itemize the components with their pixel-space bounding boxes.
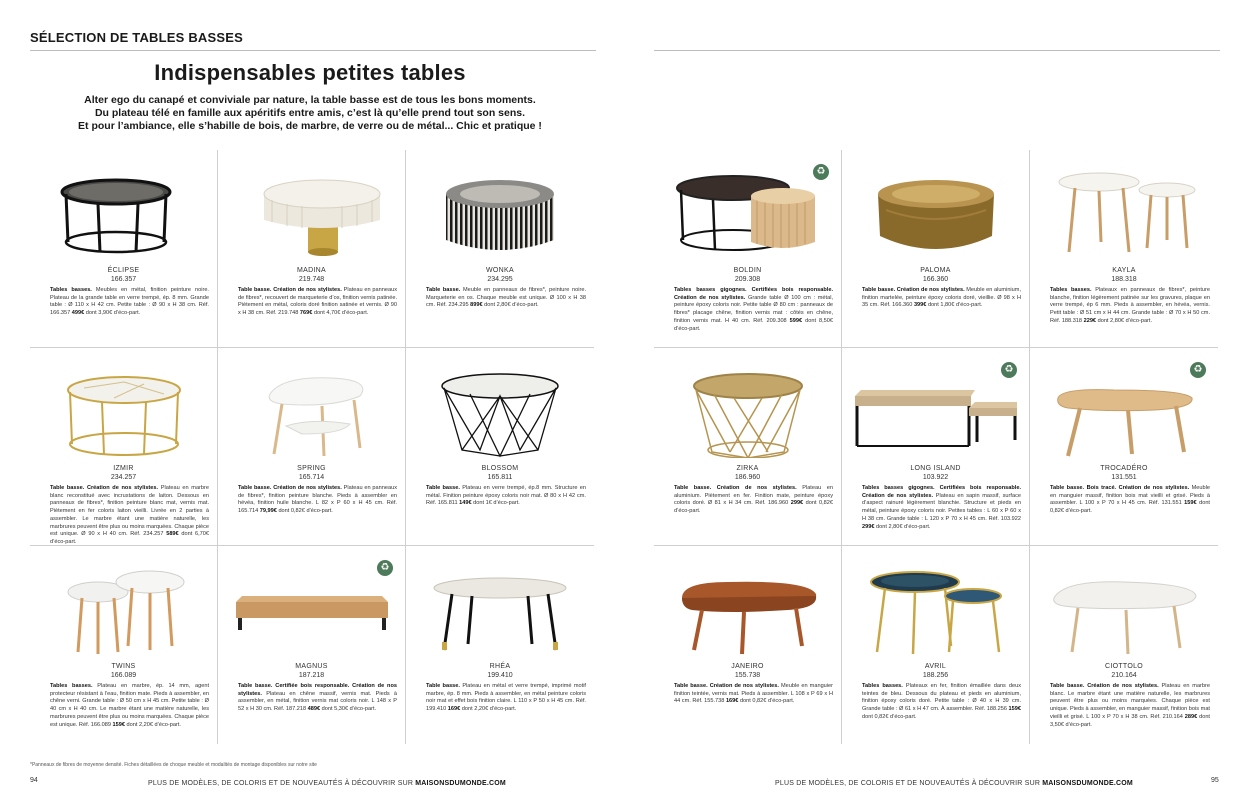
marble-pebble-table-icon	[1030, 566, 1218, 656]
product-lead: Table basse.	[426, 287, 461, 293]
product-description	[1050, 287, 1210, 326]
product-details: Plateau en aluminium. Piètement en fer. Finition mate, peinture époxy coloris doré. Ø 81 x H 34 cm. Réf. 186.960	[674, 485, 834, 507]
product-price: 489€	[307, 706, 321, 713]
eco-part: dont 3,50€ d’éco-part.	[1050, 713, 1210, 728]
product-description	[862, 683, 1021, 722]
product-price: 399€	[913, 302, 927, 309]
product-card[interactable]	[654, 348, 842, 546]
oak-bench-table-icon	[218, 566, 405, 656]
oval-marble-table-icon	[406, 566, 594, 656]
website-link[interactable]: MAISONSDUMONDE.COM	[1042, 780, 1133, 787]
product-description	[50, 287, 209, 318]
promo-line-right	[775, 780, 1133, 787]
page-headline: Indispensables petites tables	[154, 60, 466, 85]
product-ref: 209.308	[734, 276, 761, 283]
product-description	[50, 485, 209, 547]
eco-leaf-icon: ♻	[1190, 362, 1206, 378]
product-lead: Tables basses.	[1050, 287, 1092, 293]
intro-line: Et pour l’ambiance, elle s’habille de bois, de marbre, de verre ou de métal... Chic et pratique !	[78, 120, 542, 132]
product-ref: 186.960	[734, 474, 761, 481]
product-image[interactable]	[654, 566, 841, 658]
intro-text	[60, 94, 560, 133]
product-name: AVRIL	[924, 663, 947, 670]
eco-part: dont 1€ d’éco-part.	[471, 500, 520, 507]
product-image[interactable]	[654, 170, 841, 262]
product-details: Plateaux en fer, finition émaillée dans deux teintes de bleu. Dessous du plateau et pieds en aluminium, finition époxy coloris doré. Petite table : Ø 40 x H 39 cm. Grande table : Ø 61 x H 47 cm. À assembler. Réf. 188.256	[862, 683, 1022, 713]
product-price: 159€	[112, 721, 125, 728]
eco-part: dont 3,90€ d’éco-part.	[84, 310, 141, 317]
product-details: Grande table Ø 100 cm : métal, peinture époxy coloris noir. Petite table Ø 80 cm : panneaux de fibres* placage chêne, finition vernis mat : côtés en chêne, finition vernis mat. H 40 cm. Réf. 209.308	[674, 294, 833, 324]
product-name: LONG ISLAND	[910, 465, 961, 472]
product-description	[426, 287, 586, 310]
product-name: ÉCLIPSE	[107, 267, 140, 274]
product-name: RHÉA	[489, 663, 511, 670]
product-description	[1050, 485, 1210, 516]
product-ref: 166.360	[922, 276, 949, 283]
product-description	[862, 485, 1021, 531]
eco-part: dont 2,20€ d’éco-part.	[460, 706, 517, 713]
eco-part: dont 5,30€ d’éco-part.	[320, 706, 377, 713]
product-description	[674, 683, 833, 706]
product-details: Meuble en aluminium, finition martelée, peinture époxy coloris doré, vieillie. Ø 98 x H 35 cm. Réf. 166.360	[862, 287, 1022, 309]
product-details: Meuble en manguier massif, finition bois mat vieilli et grisé. Pieds à assembler. L 100 x P 70 x H 45 cm. Réf. 131.551	[1050, 485, 1210, 507]
product-details: Plateau en marbre blanc reconstitué avec incrustations de laiton. Dessous en panneaux de fibres*, finition peinture blanc mat, vernis mat. Piètement en fer coloris laiton vieilli. Livrée en 2 parties à assembler. Le marbre étant une matière naturelle, les marbrures peuvent être plus ou moins marquées. Chaque pièce est unique. Ø 90 x H 40 cm. Réf. 234.257	[50, 485, 210, 538]
product-ref: 155.738	[734, 672, 761, 679]
product-price: 589€	[166, 531, 179, 538]
product-lead: Tables basses.	[862, 683, 903, 689]
product-lead: Tables basses gigognes. Certifiées bois responsable. Création de nos stylistes.	[674, 287, 833, 301]
product-card[interactable]	[218, 348, 406, 546]
product-lead: Table basse. Création de nos stylistes.	[674, 485, 797, 491]
product-description	[238, 485, 397, 516]
gold-hammered-drum-icon	[842, 170, 1029, 260]
product-ref: 165.714	[298, 474, 325, 481]
product-description	[674, 485, 833, 516]
product-ref: 166.357	[110, 276, 137, 283]
eco-part: dont 0,82€ d’éco-part.	[738, 698, 795, 705]
eco-part: dont 2,20€ d’éco-part.	[124, 721, 181, 728]
product-image[interactable]	[406, 566, 594, 658]
product-ref: 165.811	[487, 474, 513, 481]
product-description	[862, 287, 1021, 310]
product-name: MAGNUS	[295, 663, 328, 670]
top-rule-left	[30, 50, 596, 51]
promo-line-left	[148, 780, 506, 787]
product-details: Plateau en verre trempé, ép.8 mm. Structure en métal. Finition peinture époxy coloris noir mat. Ø 80 x H 42 cm. Réf. 165.811	[426, 485, 586, 507]
eco-part: dont 0,82€ d’éco-part.	[1050, 500, 1210, 515]
promo-text: PLUS DE MODÈLES, DE COLORIS ET DE NOUVEAUTÉS À DÉCOUVRIR SUR	[775, 780, 1043, 787]
product-details: Plateau en métal et verre trempé, imprimé motif marbre, ép. 8 mm. Pieds à assembler, en métal peinture coloris noir mat et effet bois finition claire. L 110 x P 50 x H 45 cm. Réf. 199.410	[426, 683, 586, 713]
product-image[interactable]	[654, 368, 841, 460]
product-name: WONKA	[486, 267, 514, 274]
product-price: 229€	[1083, 317, 1097, 324]
product-price: 599€	[789, 317, 803, 324]
mango-wood-table-icon	[1030, 368, 1218, 458]
wire-octagon-table-icon	[406, 368, 594, 458]
eco-part: dont 6,70€ d’éco-part.	[50, 531, 209, 545]
product-price: 169€	[447, 706, 461, 713]
product-details: Meuble en manguier finition teintée, vernis mat. Pieds à assembler. L 108 x P 69 x H 44 cm. Réf. 155.738	[674, 683, 834, 705]
nesting-wood-black-tables-icon	[842, 368, 1029, 458]
walnut-oval-table-icon	[654, 566, 841, 656]
product-card[interactable]	[218, 150, 406, 348]
product-lead: Tables basses.	[50, 287, 92, 293]
product-card[interactable]	[406, 546, 594, 744]
eco-part: dont 0,82€ d’éco-part.	[276, 508, 333, 515]
product-price: 499€	[71, 310, 85, 317]
product-price: 159€	[1008, 706, 1021, 713]
product-image[interactable]	[1030, 170, 1218, 262]
product-details: Plateau en marbre blanc. Le marbre étant une matière naturelle, les marbrures peuvent être plus ou moins marquées. Chaque pièce est unique. Pieds à assembler, en manguier massif, finition bois mat vieilli et grisé. L 100 x P 70 x H 38 cm. Réf. 210.164	[1050, 683, 1211, 720]
product-lead: Table basse.	[426, 485, 460, 491]
product-description	[50, 683, 209, 729]
product-card[interactable]	[842, 546, 1030, 744]
product-name: PALOMA	[920, 267, 951, 274]
striped-drum-table-icon	[406, 170, 594, 260]
product-name: JANEIRO	[731, 663, 764, 670]
product-card[interactable]	[218, 546, 406, 744]
product-image[interactable]	[1030, 368, 1218, 460]
gold-lattice-table-icon	[654, 368, 841, 458]
eco-leaf-icon: ♻	[813, 164, 829, 180]
product-ref: 166.089	[110, 672, 137, 679]
product-description	[426, 683, 586, 714]
product-details: Plateau en sapin massif, surface d’aspect rainuré légèrement blanchie. Structure et pieds en métal, peinture époxy coloris noir. Petites tables : L 60 x P 60 x H 38 cm. Grande table : L 120 x P 70 x H 45 cm. Réf. 103.922	[862, 492, 1021, 522]
product-card[interactable]	[654, 150, 842, 348]
top-rule-right	[654, 50, 1220, 51]
product-description	[1050, 683, 1210, 729]
product-card[interactable]	[1030, 546, 1218, 744]
product-details: Plateau en panneaux de fibres*, recouvert de marqueterie d’os, finition vernis patinée. Piètement en métal, coloris doré finition satinée et vernis. Ø 90 x H 38 cm. Réf. 219.748	[238, 287, 398, 317]
product-lead: Table basse. Création de nos stylistes.	[238, 485, 342, 491]
round-glass-nesting-tables-icon	[30, 170, 217, 260]
product-price: 769€	[299, 310, 313, 317]
product-ref: 219.748	[298, 276, 325, 283]
product-ref: 188.318	[1111, 276, 1137, 283]
blue-enamel-tables-icon	[842, 566, 1029, 656]
product-image[interactable]	[406, 368, 594, 460]
website-link[interactable]: MAISONSDUMONDE.COM	[415, 780, 506, 787]
product-name: CIOTTOLO	[1104, 663, 1144, 670]
product-name: MADINA	[296, 267, 327, 274]
intro-line: Alter ego du canapé et conviviale par nature, la table basse est de tous les bons moments.	[84, 94, 536, 106]
product-details: Meuble en panneaux de fibres*, peinture noire. Marqueterie en os. Chaque meuble est unique. Ø 100 x H 38 cm. Réf. 234.295	[426, 287, 587, 309]
product-details: Meubles en métal, finition peinture noire. Plateau de la grande table en verre trempé, ép. 8 mm. Grande table : Ø 110 x H 42 cm. Petite table : Ø 90 x H 38 cm. Réf. 166.357	[50, 287, 209, 317]
intro-line: Du plateau télé en famille aux apéritifs entre amis, c’est là qu’elle prend tout son sens.	[94, 107, 526, 119]
product-card[interactable]	[30, 546, 218, 744]
product-name: ZIRKA	[736, 465, 759, 472]
page-number-left: 94	[30, 777, 38, 784]
eco-part: dont 2,80€ d’éco-part.	[874, 523, 931, 530]
product-details: Plateaux en panneaux de fibres*, peinture blanche, finition légèrement patinée sur les gravures, plaque en verre trempé, ép 6 mm. Pieds à assembler, en hévéa, vernis. Petit table : Ø 51 cm x H 44 cm. Grande table : Ø 70 x H 50 cm. Réf. 188.318	[1050, 287, 1210, 324]
eco-part: dont 0,82€ d’éco-part.	[862, 713, 917, 720]
product-price: 299€	[862, 523, 875, 530]
product-ref: 234.257	[110, 474, 137, 481]
product-name: BOLDIN	[733, 267, 762, 274]
product-lead: Table basse. Certifiée bois responsable. Création de nos stylistes.	[238, 683, 397, 697]
product-card[interactable]	[406, 150, 594, 348]
eco-leaf-icon: ♻	[377, 560, 393, 576]
product-price: 149€	[459, 500, 472, 507]
product-ref: 199.410	[487, 672, 513, 679]
product-lead: Table basse. Bois tracé. Création de nos stylistes.	[1050, 485, 1190, 491]
product-lead: Tables basses.	[50, 683, 93, 689]
product-description	[238, 683, 397, 714]
eco-part: dont 0,82€ d’éco-part.	[674, 500, 833, 515]
product-price: 289€	[1184, 713, 1198, 720]
product-grid-left	[30, 150, 594, 744]
product-lead: Table basse. Création de nos stylistes.	[1050, 683, 1159, 689]
product-image[interactable]	[218, 170, 405, 262]
promo-text: PLUS DE MODÈLES, DE COLORIS ET DE NOUVEAUTÉS À DÉCOUVRIR SUR	[148, 780, 416, 787]
product-card[interactable]	[30, 150, 218, 348]
product-image[interactable]	[218, 566, 405, 658]
product-card[interactable]	[1030, 150, 1218, 348]
product-name: BLOSSOM	[481, 465, 519, 472]
product-name: IZMIR	[113, 465, 134, 472]
product-image[interactable]	[842, 566, 1029, 658]
white-pebble-table-icon	[218, 368, 405, 458]
product-image[interactable]	[842, 170, 1029, 262]
product-details: Plateau en marbre, ép. 14 mm, agent protecteur résistant à l’eau, finition mate. Pieds à assembler, en chêne verni. Grande table : Ø 50 cm x H 45 cm. Petite table : Ø 40 cm x H 40 cm. Le marbre étant une matière naturelle, les marbrures peuvent être plus ou moins marquées. Chaque pièce est unique. Réf. 166.089	[50, 683, 209, 728]
product-lead: Table basse. Création de nos stylistes.	[862, 287, 965, 293]
bone-inlay-drum-table-icon	[218, 170, 405, 260]
eco-part: dont 2,80€ d’éco-part.	[482, 302, 539, 309]
nesting-oak-tables-icon	[654, 170, 841, 260]
marble-brass-table-icon	[30, 368, 217, 458]
product-description	[426, 485, 586, 508]
eco-part: dont 8,50€ d’éco-part.	[674, 317, 833, 332]
product-lead: Table basse. Création de nos stylistes.	[674, 683, 779, 689]
white-round-tables-icon	[1030, 170, 1218, 260]
product-ref: 188.256	[922, 672, 949, 679]
product-lead: Table basse.	[426, 683, 460, 689]
product-card[interactable]	[842, 348, 1030, 546]
product-image[interactable]	[406, 170, 594, 262]
product-grid-right	[654, 150, 1218, 744]
section-title: SÉLECTION DE TABLES BASSES	[30, 30, 243, 45]
product-card[interactable]	[406, 348, 594, 546]
product-price: 169€	[725, 698, 739, 705]
product-image[interactable]	[842, 368, 1029, 460]
eco-part: dont 2,80€ d’éco-part.	[1096, 317, 1153, 324]
product-ref: 187.218	[298, 672, 325, 679]
eco-part: dont 4,70€ d’éco-part.	[312, 310, 369, 317]
product-details: Plateau en panneaux de fibres*, finition peinture blanche. Pieds à assembler en hévéa, finition huile blanche. L 82 x P 60 x H 45 cm. Réf. 165.714	[238, 485, 398, 515]
product-ref: 103.922	[922, 474, 949, 481]
product-lead: Tables basses gigognes. Certifiées bois responsable. Création de nos stylistes.	[862, 485, 1021, 499]
product-details: Plateau en chêne massif, vernis mat. Pieds à assembler, en métal, finition vernis mat coloris noir. L 148 x P 52 x H 30 cm. Réf. 187.218	[238, 690, 397, 713]
product-price: 899€	[470, 302, 483, 309]
product-name: SPRING	[297, 465, 326, 472]
product-ref: 234.295	[487, 276, 513, 283]
product-price: 299€	[790, 500, 804, 507]
product-image[interactable]	[30, 170, 217, 262]
product-image[interactable]	[1030, 566, 1218, 658]
product-lead: Table basse. Création de nos stylistes.	[50, 485, 159, 491]
page-number-right: 95	[1211, 777, 1219, 784]
product-card[interactable]	[30, 348, 218, 546]
product-price: 159€	[1184, 500, 1197, 507]
eco-leaf-icon: ♻	[1001, 362, 1017, 378]
product-card[interactable]	[654, 546, 842, 744]
eco-part: dont 1,80€ d’éco-part.	[926, 302, 983, 309]
product-card[interactable]	[842, 150, 1030, 348]
product-image[interactable]	[218, 368, 405, 460]
product-image[interactable]	[30, 368, 217, 460]
product-ref: 210.164	[1111, 672, 1137, 679]
product-name: KAYLA	[1112, 267, 1136, 274]
product-description	[674, 287, 833, 333]
product-lead: Table basse. Création de nos stylistes.	[238, 287, 342, 293]
product-price: 79,99€	[259, 508, 277, 515]
footnote: *Panneaux de fibres de moyenne densité. Fiches détaillées de choque meuble et modalités de montage disponibles sur notre site	[30, 762, 317, 768]
product-name: TWINS	[111, 663, 136, 670]
product-ref: 131.551	[1111, 474, 1137, 481]
product-name: TROCADÉRO	[1100, 465, 1148, 472]
product-card[interactable]	[1030, 348, 1218, 546]
twin-marble-tables-icon	[30, 566, 217, 656]
product-description	[238, 287, 397, 318]
product-image[interactable]	[30, 566, 217, 658]
